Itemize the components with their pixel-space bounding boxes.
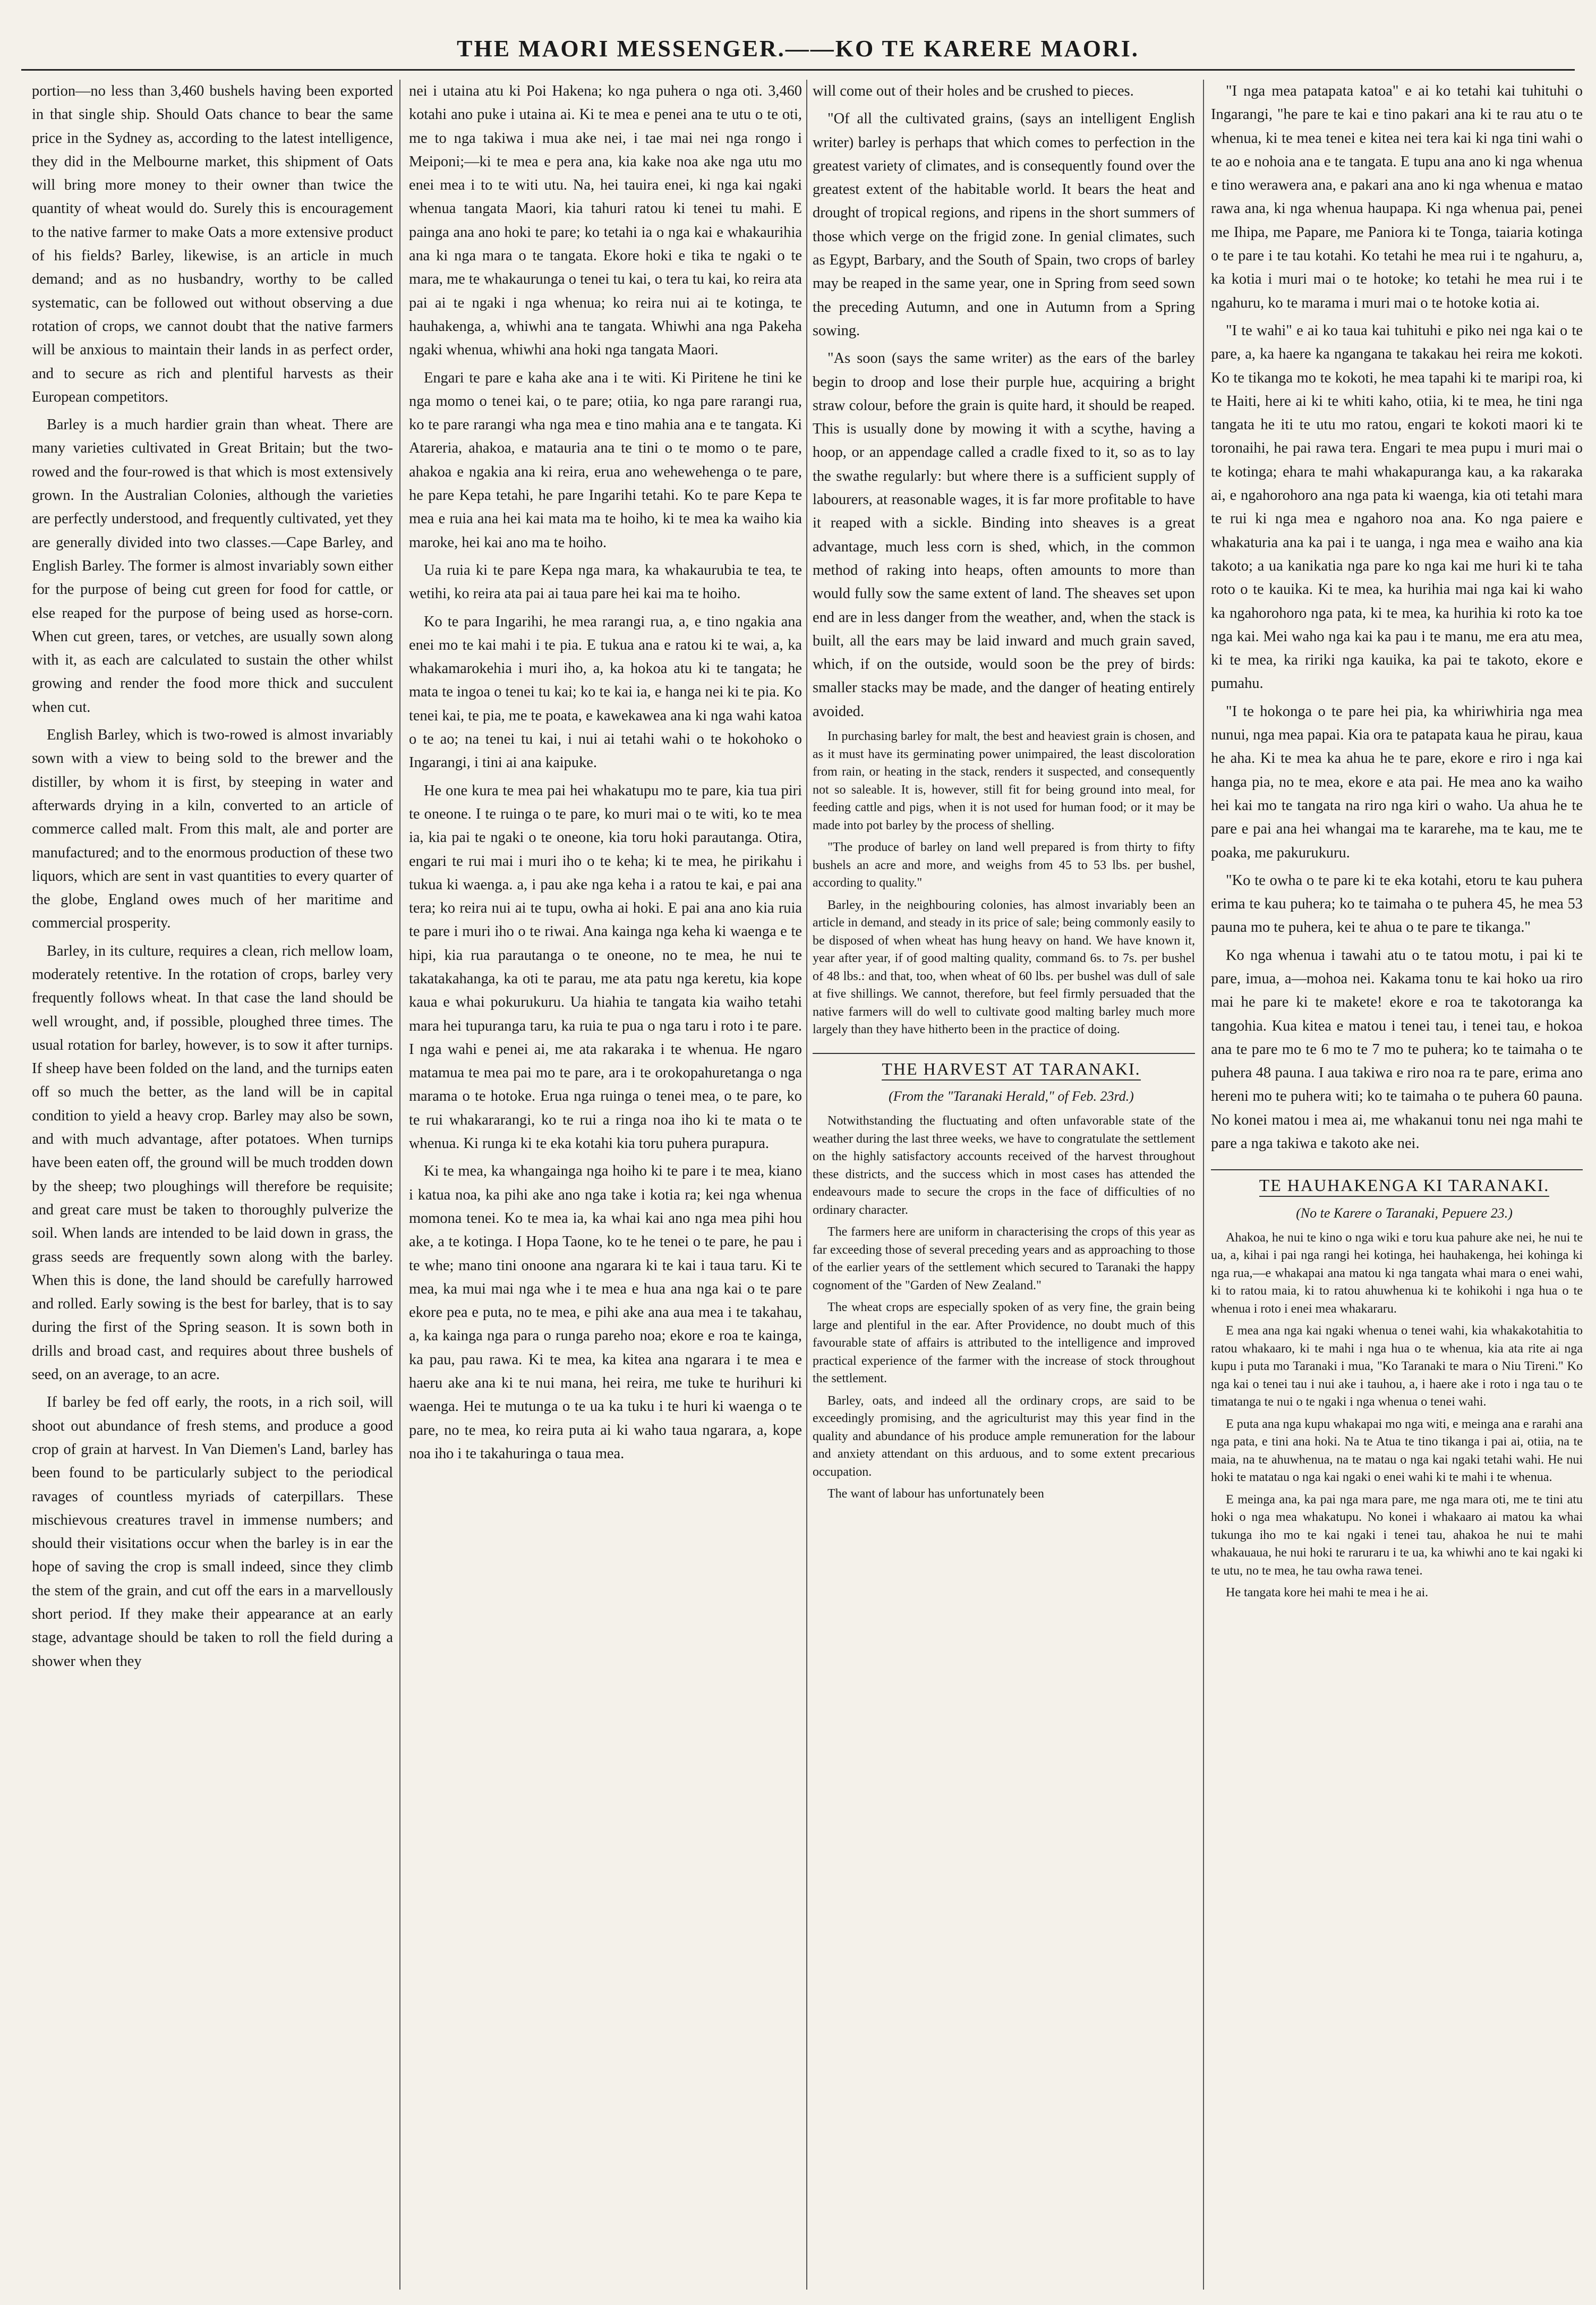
column-rule [399,80,400,2290]
article-heading-text: THE HARVEST AT TARANAKI. [882,1059,1140,1081]
paragraph: Ko nga whenua i tawahi atu o te tatou motu, i pai ki te pare, imua, a—mohoa nei. Kakama tonu te kai hoko ua riro mai he pare ki te makete! ekore e roa te takotoranga ka tangohia. Kua kitea e matou i tenei tau, i tenei tau, e hokoa ana te pare mo te 6 mo te 7 mo te puhera; ko te taimaha o te puhera 48 pauna. I aua takiwa e riro noa ra te pare, erima ano hereni mo te puhera witi; ko te taimaha o te puhera 60 pauna. No konei matou i mea ai, me whakanui tonu nei nga mahi te pare a nga takiwa e takoto ake nei. [1211,947,1583,1152]
paragraph: In purchasing barley for malt, the best and heaviest grain is chosen, and as it must have its germinating power unimpaired, the least discoloration from rain, or heating in the stack, renders it suspected, and consequently not so saleable. It is, however, still fit for being ground into meal, for feeding cattle and pigs, when it is not used for human food; or it may be made into pot barley by the process of shelling. [813,729,1195,832]
paragraph: Ki te mea, ka whangainga nga hoiho ki te pare i te mea, kiano i katua noa, ka pihi ake ano nga take i kotia ra; kei nga whenua momona tenei. Ko te mea ia, ka whai kai ano nga mea pihi hou ake, a te kotinga. I Hopa Taone, ko te he tenei o te pare, he pau i te whe; mano tini onoone ana ngarara ki te kai i taua taru. Ki te mea, ka mui mai nga whe i te mea e hua ana nga kai o te pare ekore pea e puta, no te mea, e pihi ake ana aua mea i te takahau, a, ka kainga nga para o runga pareho noa; ekore e roa te kainga, ka pau, pau rawa. Ki te mea, ka kitea ana ngarara i te mea e haeru ake ana ki te nui mana, hei reira, me tuke te hurihuri ki waenga. Hei te mutunga o te ua ka tuku i te huri ki waenga o te pare, no te mea, ko reira puta ai ki waho taua ngarara, a, kope noa iho i te takahuringa o taua mea. [409,1163,802,1462]
article-source: (From the "Taranaki Herald," of Feb. 23rd.) [889,1088,1134,1104]
column-rule [806,80,807,2290]
paragraph: If barley be fed off early, the roots, in a rich soil, will shoot out abundance of fresh stems, and produce a good crop of grain at harvest. In Van Diemen's Land, barley has been found to be particularly subject to the periodical ravages of countless myriads of caterpillars. These mischievous creatures travel in immense numbers; and should their visitations occur when the barley is in ear the hope of saving the crop is small indeed, since they climb the stem of the grain, and cut off the ears in a marvellously short period. If they make their appearance at an early stage, advantage should be taken to roll the field during a shower when they [32,1394,393,1670]
paragraph: The want of labour has unfortunately been [827,1487,1044,1501]
column-english-barley [32,80,393,2290]
paragraph: Barley, in the neighbouring colonies, has almost invariably been an article in demand, and steady in its price of sale; being commonly easily to be disposed of when wheat has hung heavy on hand. We have known it, year after year, if of good malting quality, command 6s. to 7s. per bushel of 48 lbs.: and that, too, when wheat of 60 lbs. per bushel was dull of sale at five shillings. We cannot, therefore, but feel firmly persuaded that the native farmers will do well to cultivate good malting barley much more largely than they have hitherto been in the practice of doing. [813,898,1195,1037]
column-english-harvest [813,80,1195,2290]
paragraph: The farmers here are uniform in characterising the crops of this year as far exceeding those of several preceding years and as approaching to those of the earlier years of the settlement which secured to Taranaki the happy cognoment of the "Garden of New Zealand." [813,1225,1195,1292]
article-heading-text: TE HAUHAKENGA KI TARANAKI. [1259,1176,1550,1197]
column-maori-barley [409,80,802,2290]
paragraph: "Ko te owha o te pare ki te eka kotahi, etoru te kau puhera erima te kau puhera; ko te taimaha o te puhera 45, he mea 53 pauna mo te puhera, kei te ahua o te pare te tikanga." [1211,872,1583,936]
paragraph: Barley, oats, and indeed all the ordinary crops, are said to be exceedingly promising, and the agriculturist may this year find in the quality and abundance of his produce ample remuneration for the labour and anxiety attendant on this arduous, and to some extent precarious occupation. [813,1393,1195,1479]
paragraph: He tangata kore hei mahi te mea i he ai. [1226,1586,1429,1600]
paragraph: Barley, in its culture, requires a clean, rich mellow loam, moderately retentive. In the rotation of crops, barley very frequently follows wheat. In that case the land should be well wrought, and, if possible, ploughed three times. The usual rotation for barley, however, is to sow it after turnips. If sheep have been folded on the land, and the turnips eaten off so much the better, as the land will be in capital condition to yield a heavy crop. Barley may also be sown, and with much advantage, after potatoes. When turnips have been eaten off, the ground will be much trodden down by the sheep; two ploughings will therefore be requisite; and great care must be taken to thoroughly pulverize the soil. When lands are intended to be laid down in grass, the grass seeds are frequently sown along with the barley. When this is done, the land should be carefully harrowed and rolled. Early sowing is the best for barley, that is to say during the first of the Spring season. It is sown both in drills and broad cast, and requires about three bushels of seed, on an average, to an acre. [32,942,393,1383]
column-rule [1203,80,1204,2290]
paragraph: "As soon (says the same writer) as the ears of the barley begin to droop and lose their purple hue, acquiring a bright straw colour, before the grain is quite hard, it should be reaped. This is usually done by mowing it with a scythe, having a hoop, or an appendage called a cradle fixed to it, so as to lay the swathe regularly: but where there is a sufficient supply of labourers, at reasonable wages, it is far more profitable to have it reaped with a sickle. Binding into sheaves is a great advantage, much less corn is shed, which, in the common method of raking into heaps, often amounts to more than would fully sow the same extent of land. The sheaves set upon end are in less danger from the weather, and, when the stack is built, all the ears may be laid inward and much grain saved, which, if on the outside, would soon be the prey of birds: smaller stacks may be made, and the danger of heating entirely avoided. [813,350,1195,720]
paragraph: will come out of their holes and be crushed to pieces. [813,83,1134,99]
paragraph: "Of all the cultivated grains, (says an intelligent English writer) barley is perhaps that which comes to perfection in the greatest variety of climates, and is consequently found over the greatest extent of the habitable world. It bears the heat and drought of tropical regions, and ripens in the short summers of those which verge on the frigid zone. In genial climates, such as Egypt, Barbary, and the South of Spain, two crops of barley may be reaped in the same year, one in Spring from seed sown the preceding Autumn, and one in Autumn from a Spring sowing. [813,110,1195,339]
paragraph: E puta ana nga kupu whakapai mo nga witi, e meinga ana e rarahi ana nga pata, e tini ana hoki. Na te Atua te tino tikanga i pai ai, otiia, na te maia, na te ahuwhenua, na te matau o nga kai ngaki tetahi wahi. He nui hoki te matatau o nga kai ngaki o enei wahi ki te mahi i te whenua. [1211,1417,1583,1485]
paragraph: Notwithstanding the fluctuating and often unfavorable state of the weather during the last three weeks, we have to congratulate the settlement on the highly satisfactory accounts received of the harvest throughout these districts, and the success which in most cases has attended the endeavours made to secure the crops in the face of difficulties of no ordinary character. [813,1114,1195,1217]
paragraph: nei i utaina atu ki Poi Hakena; ko nga puhera o nga oti. 3,460 kotahi ano puke i utaina ai. Ki te mea e penei ana te utu o te oti, me to nga takiwa i mua ake nei, i tae mai nei nga rongo i Meiponi;—ki te mea e pera ana, kia kake noa ake nga utu mo enei mea i to te witi utu. Na, hei tauira enei, ki nga kai ngaki whenua tangata Maori, kia tahuri ratou ki tenei tu mahi. E painga ana ano hoki te pare; ko tetahi ia o nga kai e whakaurihia ana ki nga mara o te tangata. Ekore hoki e tika te ngaki o te mara, me te whakaurunga o tenei tu kai, o tera tu kai, ko reira ata pai ai te ngaki i nga whenua; ko reira nui ai te kotinga, te hauhakenga, a, whiwhi ana te tangata. Whiwhi ana nga Pakeha ngaki whenua, whiwhi ana hoki nga tangata Maori. [409,83,802,359]
paragraph: Ahakoa, he nui te kino o nga wiki e toru kua pahure ake nei, he nui te ua, a, kihai i pai nga rangi hei kotinga, hei hauhakenga, hei kohinga ki nga rua,—e whakapai ana matou ki nga tangata whai mara o enei wahi, ki to ratou maia, ki to ratou ahuwhenua ki te kohikohi i nga hua o te whenua i roto i enei mea whakararu. [1211,1230,1583,1316]
paragraph: English Barley, which is two-rowed is almost invariably sown with a view to being sold to the brewer and the distiller, by whom it is first, by steeping in water and afterwards drying in a kiln, converted to an article of commerce called malt. From this malt, ale and porter are manufactured; and to the enormous production of these two liquors, which are sent in vast quantities to every quarter of the globe, England owes much of her maritime and commercial prosperity. [32,727,393,932]
article-source: (No te Karere o Taranaki, Pepuere 23.) [1296,1205,1513,1221]
section-divider [1211,1169,1583,1170]
paragraph: "I te hokonga o te pare hei pia, ka whiriwhiria nga mea nunui, nga mea papai. Kia ora te patapata kaua he pirau, kaua he aha. Ki te mea ka ahua he te pare, ekore e riro i nga kai hanga pia, no te mea, ekore e ata pai. He mea ano ka waiho hei kai mo te tangata na riro nga kiri o waho. Ua ahua he te pare e pai ana hei whangai ma te kararehe, ma te kau, me te poaka, me pakurukuru. [1211,703,1583,861]
paragraph: The wheat crops are especially spoken of as very fine, the grain being large and plentiful in the ear. After Providence, no doubt much of this favourable state of affairs is attributed to the intelligence and improved practical experience of the farmer with the increase of stock throughout the settlement. [813,1300,1195,1386]
article-heading [813,1057,1195,1081]
paragraph: "I nga mea patapata katoa" e ai ko tetahi kai tuhituhi o Ingarangi, "he pare te kai e tino pakari ana ki te rau atu o te whenua, ki te mea tenei e kitea nei tera kai ki nga tini wahi o te ao e nohoia ana e te tangata. E tupu ana ano ki nga whenua e tino werawera ana, e pakari ana ano ki nga whenua e matao rawa ana, ki nga whenua haupapa. Ki nga whenua pai, penei me Ihipa, me Papare, me Paniora ki te Tonga, taiaria kotinga o te pare i te tau kotahi. Ko tetahi he mea rui i te ngahuru, a, ka kotia i muri mai o te hotoke; ko tetahi he mea rui i te ngahuru, ko te marama i muri mai o te hotoke kotia ai. [1211,83,1583,311]
paragraph: E mea ana nga kai ngaki whenua o tenei wahi, kia whakakotahitia to ratou whakaaro, ki te mahi i nga hua o te whenua, kia ata rite ai nga kupu i puta mo Taranaki i mua, "Ko Taranaki te mara o Niu Tireni." Ko nga kai o tenei tau i nui ake i tauhou, a, i haere ake i roto i nga tau o te timatanga te nui o te ngaki i nga whenua o tenei wahi. [1211,1324,1583,1409]
paragraph: Barley is a much hardier grain than wheat. There are many varieties cultivated in Great Britain; but the two-rowed and the four-rowed is that which is most extensively grown. In the Australian Colonies, although the varieties are perfectly understood, and frequently cultivated, yet they are generally divided into two classes.—Cape Barley, and English Barley. The former is almost invariably sown either for the purpose of being cut green for food for cattle, or else reaped for the purpose of being used as horse-corn. When cut green, tares, or vetches, are usually sown along with it, as each are calculated to sustain the other whilst growing and render the food more thick and succulent when cut. [32,416,393,716]
paragraph: E meinga ana, ka pai nga mara pare, me nga mara oti, me te tini atu hoki o nga mea whakatupu. No konei i whakaaro ai matou ka whai tukunga iho mo te kai ngaki i tenei tau, ahakoa he nui te mahi whakauaua, he nui hoki te raruraru i te ua, ka whiwhi ano te kai ngaki ki te utu, no te mea, he tau owha rawa tenei. [1211,1492,1583,1578]
article-heading [1211,1173,1583,1197]
paragraph: "The produce of barley on land well prepared is from thirty to fifty bushels an acre and more, and weighs from 45 to 53 lbs. per bushel, according to quality." [813,840,1195,890]
paragraph: portion—no less than 3,460 bushels having been exported in that single ship. Should Oats chance to bear the same price in the Sydney as, according to the latest intelligence, they did in the Melbourne market, this shipment of Oats will bring more money to their owner than twice the quantity of wheat would do. Surely this is encouragement to the native farmer to make Oats a more extensive product of his fields? Barley, likewise, is an article in much demand; and as no husbandry, worthy to be called systematic, can be followed out without observing a due rotation of crops, we cannot doubt that the native farmers will be anxious to maintain their lands in as perfect order, and to secure as rich and plentiful harvests as their European competitors. [32,83,393,405]
paragraph: "I te wahi" e ai ko taua kai tuhituhi e piko nei nga kai o te pare, a, ka haere ka ngangana te takakau hei reira me kokoti. Ko te tikanga mo te kokoti, he mea tapahi ki te maripi roa, ki te Haiti, here ai ki te whiti kaho, otiia, ki te mea, he tini nga tangata he iti te utu mo ratou, engari te kokoti maori ki te toronaihi, he pai rawa tera. Engari te mea pupu i muri mai o te kotinga; ehara te mahi whakapuranga kau, a ka rakaraka ai, e ngahorohoro ana nga pata ki waenga, kia oti tetahi mara te rui ki nga mea e ngahoro noa ana. Ko nga paiere e whakaturia ana ka pai i te uanga, i nga mea e waiho ana kia takoto; a ua kanikatia nga pare ko nga kai me huri ki te taha roto o te kauika. Ki te mea, ka hurihia mai nga kai ki waho ka ngahorohoro nga pata, ki te mea, ka hurihia ki roto ka toe nga kai. Mei waho nga kai ka pau i te manu, me era atu mea, ki te mea, ka ririki nga kauika, ka pai te takoto, ekore e pumahu. [1211,322,1583,692]
column-maori-harvest [1211,80,1583,2290]
paragraph: Ko te para Ingarihi, he mea rarangi rua, a, e tino ngakia ana enei mo te kai mahi i te pia. E tukua ana e ratou ki te wai, a, ka whakamarokehia i muri iho, a, ka hokoa atu ki te tangata; he mata te ingoa o tenei tu kai; ko te kai ia, e hanga nei ki te pia. Ko tenei kai, te pia, me te poata, e kawekawea ana ki nga wahi katoa o te ao; na tenei tu kai, i nui ai tetahi wahi o te hokohoko o Ingarangi, i tini ai ana kaipuke. [409,613,802,771]
paragraph: Engari te pare e kaha ake ana i te witi. Ki Piritene he tini ke nga momo o tenei kai, o te pare; otiia, ko nga pare rarangi rua, ko te pare rarangi wha nga mea e tino mahia ana e te tangata. Ki Atareria, ahakoa, e matauria ana te tini o te momo o te pare, ahakoa e ngakia ana ki reira, erua ano wehewehenga o te pare, he pare Kepa tetahi, he pare Ingarihi tetahi. Ko te pare Kepa te mea e ruia ana hei kai mata ma te hoiho, ki te mea ka waiho kia maroke, hei kai ano ma te hoiho. [409,369,802,551]
paragraph: Ua ruia ki te pare Kepa nga mara, ka whakaurubia te tea, te wetihi, ko reira ata pai ai taua pare hei kai ma te hoiho. [409,562,802,602]
section-divider [813,1053,1195,1054]
paragraph: He one kura te mea pai hei whakatupu mo te pare, kia tua piri te oneone. I te ruinga o te pare, ko muri mai o te witi, ko te mea ia, kia pai te ngaki o te oneone, kia toru hoki parautanga. Otira, engari te rui mai i muri iho o te keha; ki te mea, he pirikahu i tukua ki waenga. a, i pau ake nga keha i a ratou te kai, e pai ana tera; ko reira nui ai te tupu, owha ai hoki. E pai ana ano kia ruia te pare i muri iho o te riwai. Ana kainga nga keha ki waenga e te hipi, kia rua parautanga o te oneone, no te mea, he nui te takatakahanga, ka oti te parau, me ata patu nga keretu, kia kope kaua e whai pokurukuru. Ua hiahia te tangata kia waiho tetahi mara hei tupuranga taru, ka ruia te pua o nga taru i roto i te pare. I nga wahi e penei ai, me ata rakaraka i te whenua. He ngaro matamua te mea pai mo te pare, ara i te orokopahuretanga o nga marama o te hotoke. Erua nga ruinga o tenei mea, o te pare, ko te rui whakararangi, ko te rui a ringa noa iho ki te mata o te whenua. Ki runga ki te eka kotahi kia toru puhera purapura. [409,782,802,1152]
masthead: THE MAORI MESSENGER.——KO TE KARERE MAORI. [21,32,1575,71]
